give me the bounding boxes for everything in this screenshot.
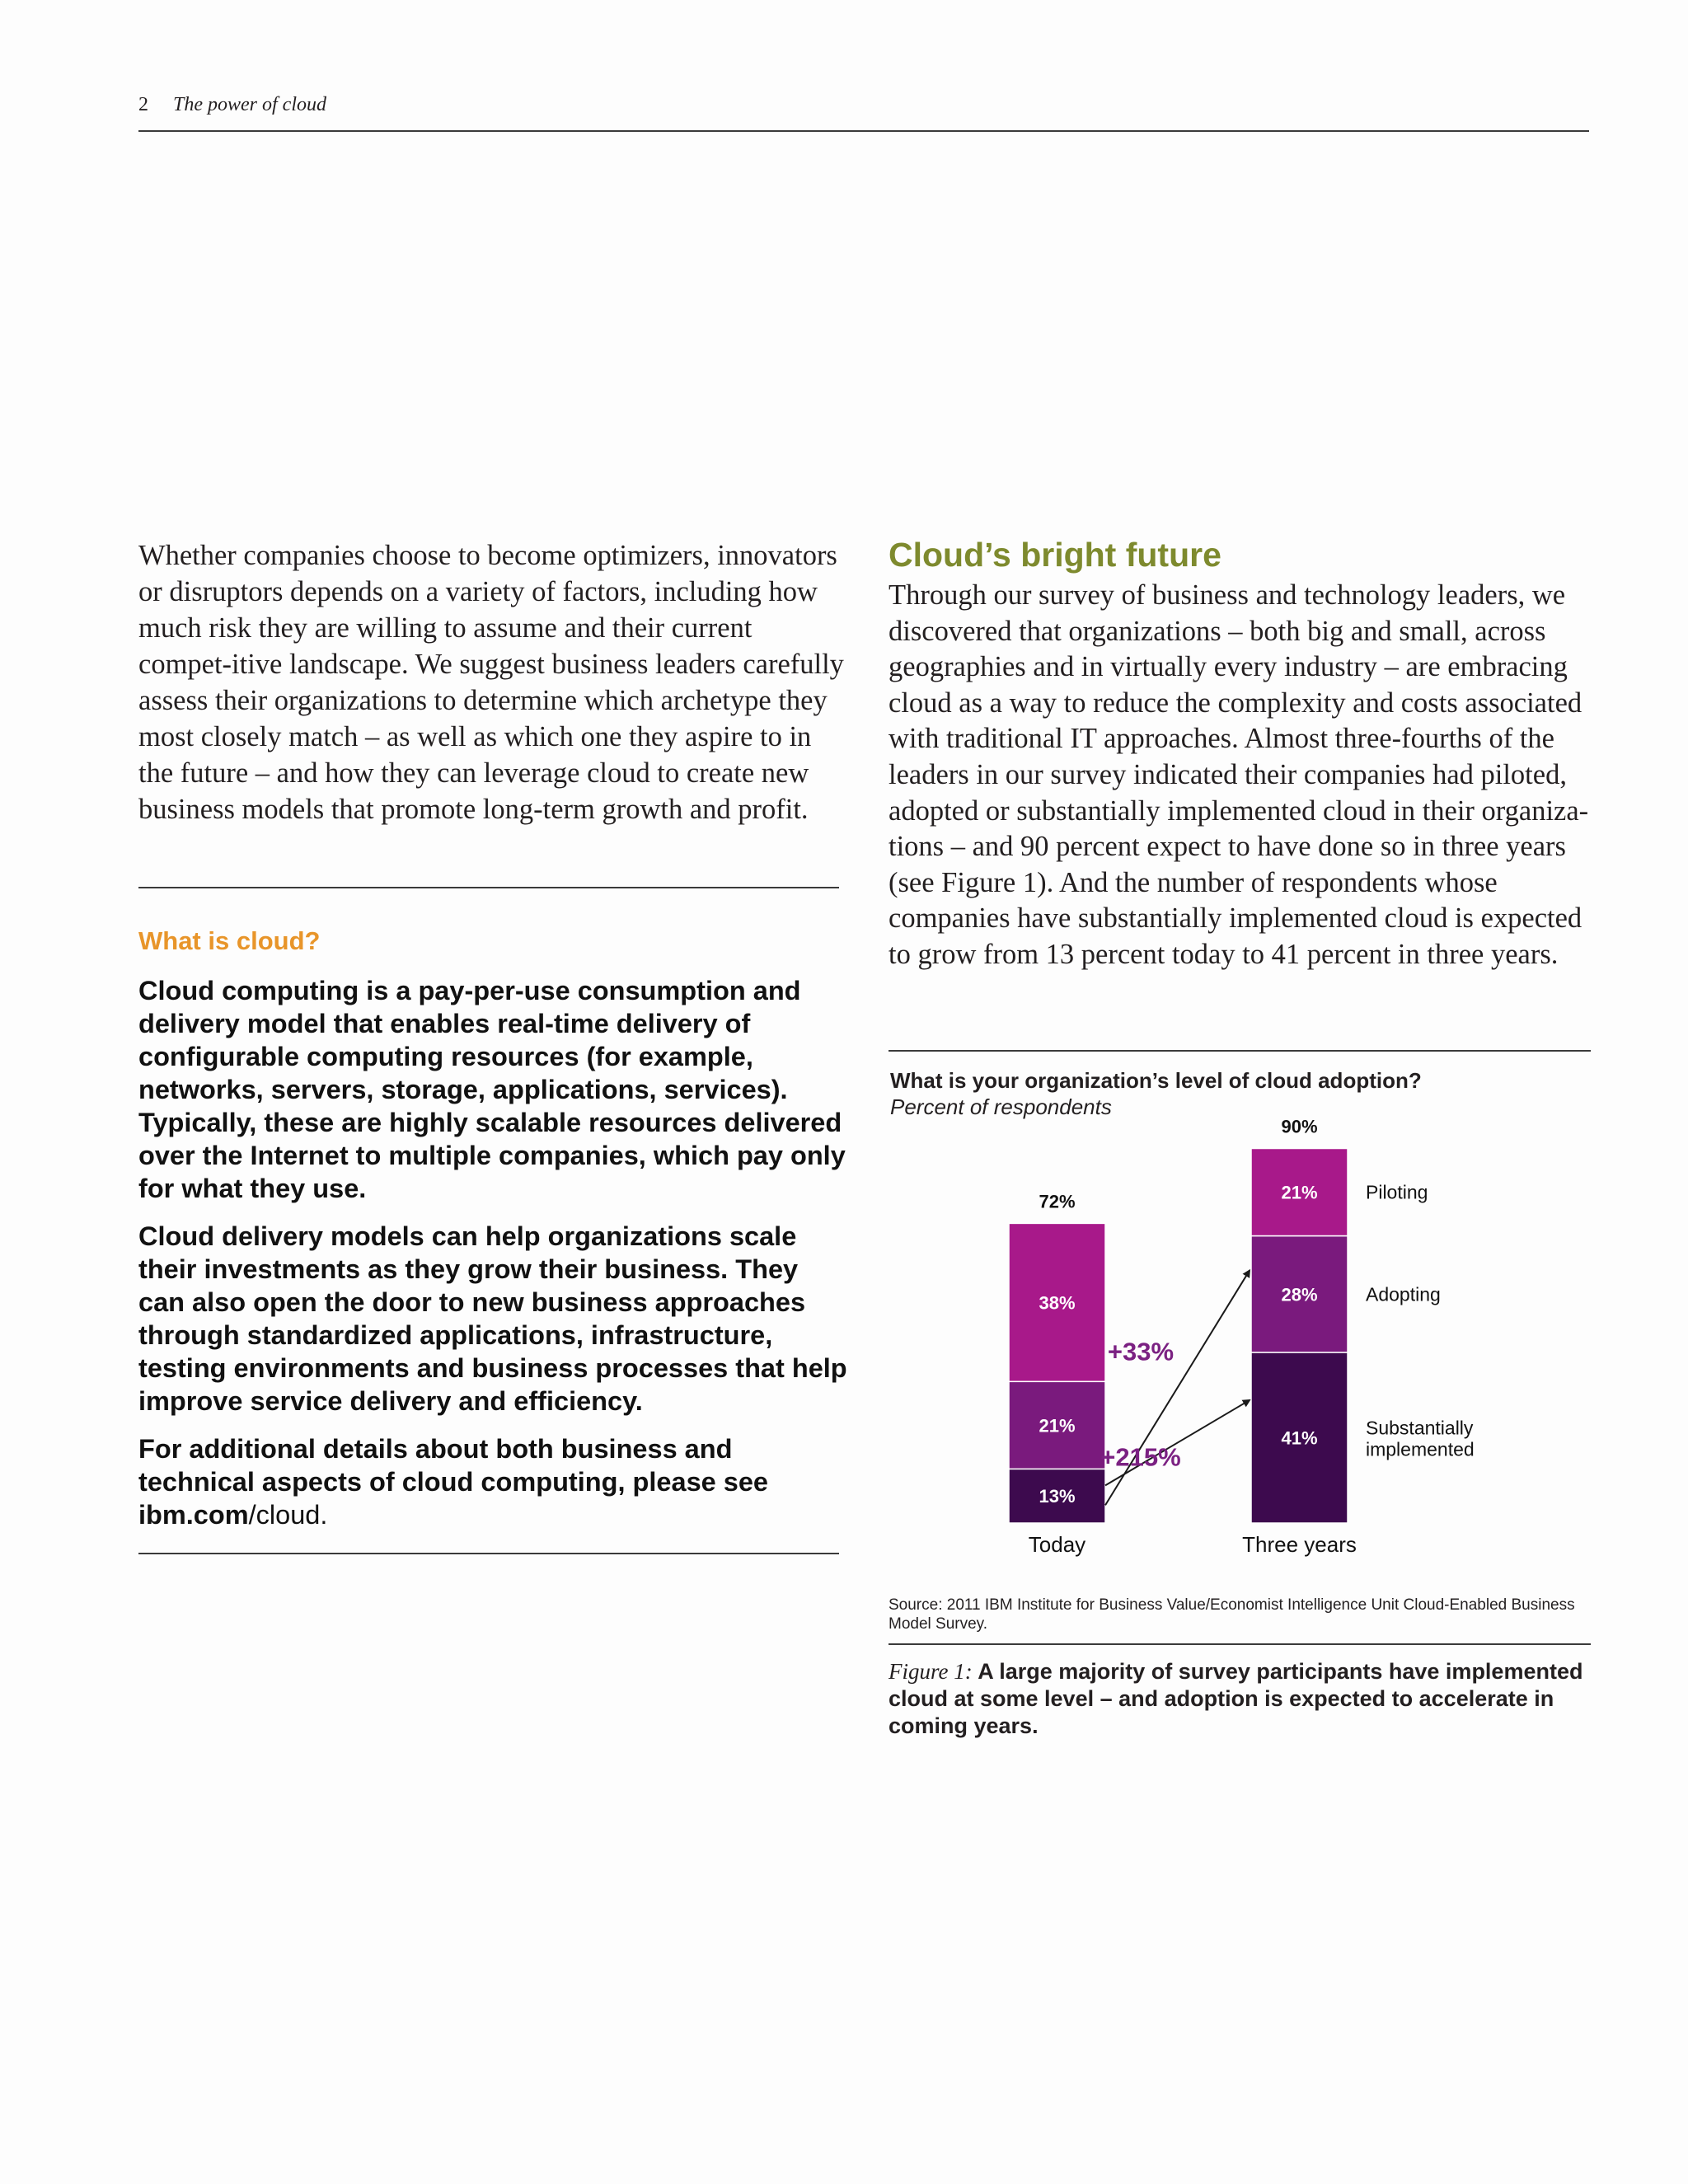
data-label-three-years-substantially-implemented: 41% bbox=[1281, 1427, 1318, 1449]
ibm-cloud-link-domain[interactable]: ibm.com bbox=[138, 1500, 249, 1530]
ibm-cloud-link-path[interactable]: /cloud. bbox=[248, 1500, 328, 1530]
sidebar-top-rule bbox=[138, 887, 839, 888]
sidebar-paragraph-3-text: For additional details about both business and technical aspects of cloud computing, please see bbox=[138, 1434, 768, 1497]
page-header bbox=[138, 92, 1589, 132]
legend-adopting: Adopting bbox=[1366, 1283, 1441, 1305]
category-label-today: Today bbox=[1028, 1532, 1086, 1557]
data-label-three-years-piloting: 21% bbox=[1281, 1182, 1318, 1203]
figure-top-rule bbox=[889, 1050, 1591, 1052]
growth-label-adopting: +33% bbox=[1107, 1337, 1175, 1366]
figure-title: What is your organization’s level of cloud adoption? bbox=[890, 1068, 1422, 1093]
total-label-today: 72% bbox=[1039, 1191, 1076, 1212]
sidebar-bottom-rule bbox=[138, 1553, 839, 1554]
figure-bottom-rule bbox=[889, 1643, 1591, 1645]
total-label-three-years: 90% bbox=[1281, 1116, 1318, 1137]
sidebar-paragraph-3 bbox=[138, 1432, 847, 1531]
sidebar-paragraph-1: Cloud computing is a pay-per-use consumption and delivery model that enables real-time delivery of configurable computing resources (for example, networks, servers, storage, applications, services). Typically, these are highly scalable resources delivered over the Internet to multiple companies, which pay only for what they use. bbox=[138, 976, 846, 1203]
section-title: Cloud’s bright future bbox=[889, 536, 1221, 574]
page-number: 2 bbox=[138, 94, 148, 115]
running-title: The power of cloud bbox=[173, 94, 326, 115]
category-label-three-years: Three years bbox=[1242, 1532, 1357, 1557]
legend-piloting: Piloting bbox=[1366, 1181, 1428, 1203]
legend-substantially-implemented: Substantially implemented bbox=[1366, 1417, 1475, 1460]
sidebar-paragraph-2: Cloud delivery models can help organizations scale their investments as they grow their business. They can also open the door to new business approaches through standardized applications, infrastructure, testing environments and business processes that help improve service delivery and efficiency. bbox=[138, 1221, 847, 1416]
growth-label-substantially-implemented: +215% bbox=[1100, 1442, 1181, 1472]
figure-source: Source: 2011 IBM Institute for Business Value/Economist Intelligence Unit Cloud-Enabled Business Model Survey. bbox=[889, 1596, 1575, 1633]
cloud-adoption-chart bbox=[889, 1113, 1597, 1566]
data-label-today-substantially-implemented: 13% bbox=[1039, 1486, 1076, 1507]
section-body: Through our survey of business and technology leaders, we discovered that organizations – both big and small, across geographies and in virtually every industry – are embracing cloud as a way to reduce the complexity and costs associated with traditional IT approaches. Almost three-fourths of the leaders in our survey indicated their companies had piloted, adopted or substantially implemented cloud in their organiza-tions – and 90 percent expect to have done so in three years (see Figure 1). And the number of respondents whose companies have substantially implemented cloud is expected to grow from 13 percent today to 41 percent in three years. bbox=[889, 579, 1589, 970]
data-label-three-years-adopting: 28% bbox=[1281, 1284, 1318, 1305]
sidebar-heading: What is cloud? bbox=[138, 926, 321, 955]
data-label-today-piloting: 38% bbox=[1039, 1292, 1076, 1314]
figure-subtitle: Percent of respondents bbox=[890, 1094, 1112, 1119]
data-label-today-adopting: 21% bbox=[1039, 1415, 1076, 1436]
figure-caption-label: Figure 1: bbox=[889, 1659, 973, 1684]
what-is-cloud-sidebar bbox=[138, 926, 847, 1546]
lead-paragraph: Whether companies choose to become optimizers, innovators or disruptors depends on a variety of factors, including how much risk they are willing to assume and their current compet-itive landscape. We suggest business leaders carefully assess their organizations to determine which archetype they most closely match – as well as which one they aspire to in the future – and how they can leverage cloud to create new business models that promote long-term growth and profit. bbox=[138, 540, 844, 825]
figure-caption bbox=[889, 1658, 1597, 1740]
figure-caption-text: A large majority of survey participants have implemented cloud at some level – and adoption is expected to accelerate in coming years. bbox=[889, 1659, 1583, 1738]
